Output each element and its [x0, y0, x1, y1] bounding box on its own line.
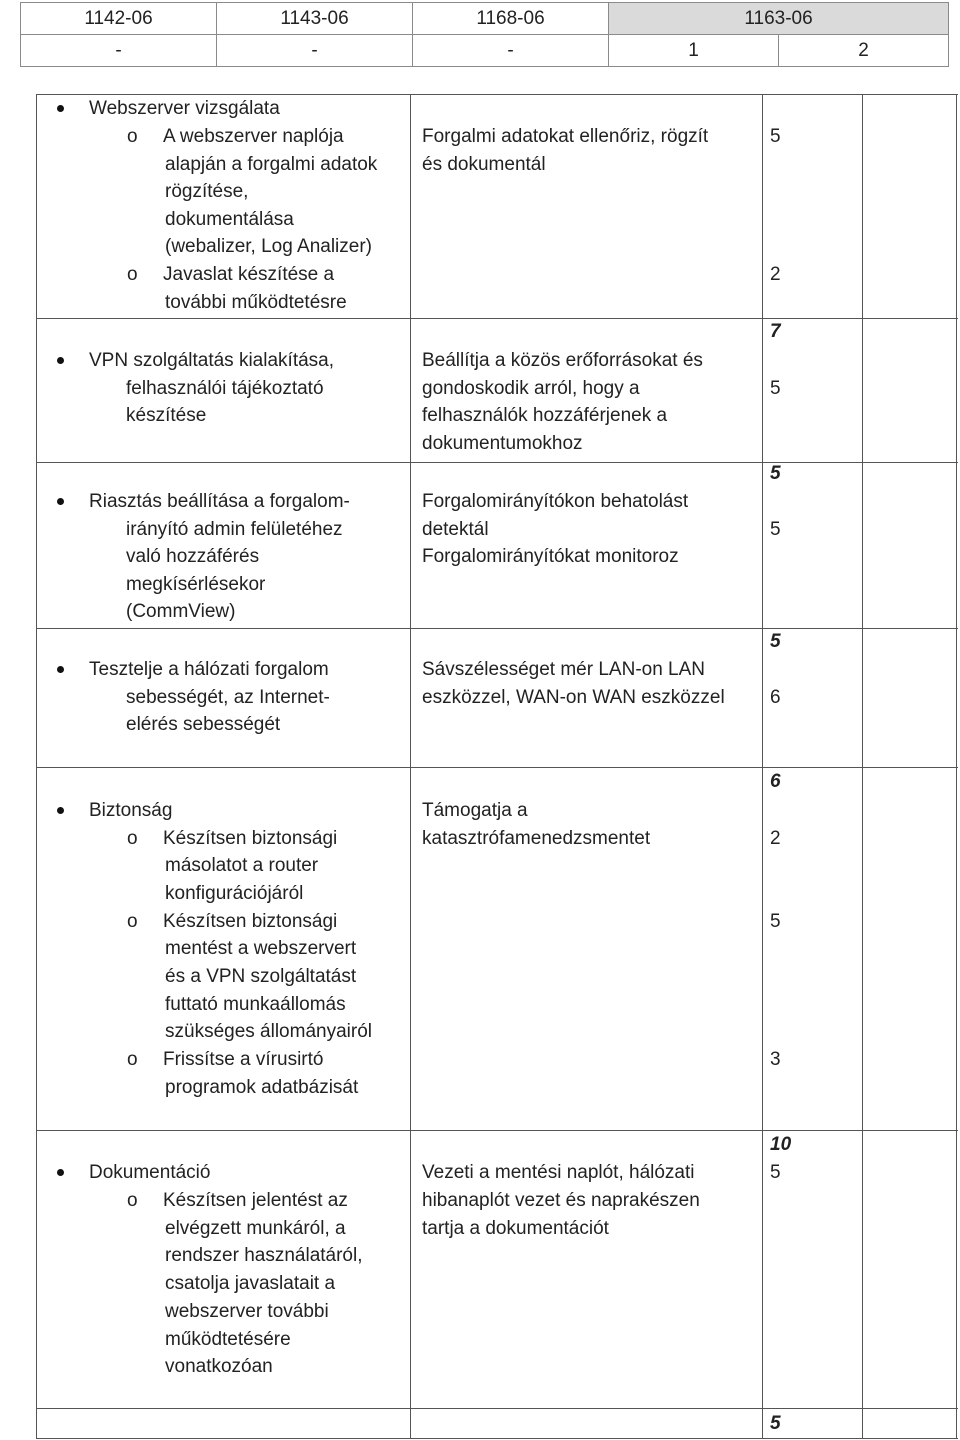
header-code-1168: 1168-06: [413, 3, 609, 35]
sub-item-line: elvégzett munkáról, a: [165, 1218, 346, 1239]
bullet-icon: [57, 357, 64, 364]
bullet-icon: [57, 1169, 64, 1176]
competency-line: Vezeti a mentési naplót, hálózati: [422, 1162, 695, 1183]
sub-item-line: Készítsen jelentést az: [163, 1190, 348, 1211]
bullet-label: felhasználói tájékoztató: [126, 378, 324, 399]
score-value: 5: [770, 378, 781, 399]
bullet-label: irányító admin felületéhez: [126, 519, 343, 540]
bullet-icon: [57, 666, 64, 673]
competency-line: Beállítja a közös erőforrásokat és: [422, 350, 703, 371]
sub-item-line: vonatkozóan: [165, 1356, 273, 1377]
score-value: 2: [770, 264, 781, 285]
score-value: 5: [770, 519, 781, 540]
bullet-label: Riasztás beállítása a forgalom-: [89, 491, 350, 512]
sub-item-line: webszerver további: [165, 1301, 329, 1322]
section-total: 5: [770, 631, 781, 652]
bullet-label: készítése: [126, 405, 207, 426]
bullet-label: sebességét, az Internet-: [126, 687, 330, 708]
competency-line: Sávszélességet mér LAN-on LAN: [422, 659, 706, 680]
competency-line: hibanaplót vezet és naprakészen: [422, 1190, 700, 1211]
sub-item-line: csatolja javaslatait a: [165, 1273, 336, 1294]
section-total: 10: [770, 1134, 792, 1155]
competency-line: felhasználók hozzáférjenek a: [422, 405, 668, 426]
sub-item-line: A webszerver naplója: [163, 126, 344, 147]
competency-line: gondoskodik arról, hogy a: [422, 378, 640, 399]
header-table: [20, 2, 949, 67]
bullet-label: való hozzáférés: [126, 546, 260, 567]
competency-line: katasztrófamenedzsmentet: [422, 828, 651, 849]
sub-item-line: másolatot a router: [165, 855, 319, 876]
sub-item-line: mentést a webszervert: [165, 938, 357, 959]
score-value: 6: [770, 687, 781, 708]
header-dash-2: -: [217, 35, 413, 67]
sub-item-line: szükséges állományairól: [165, 1021, 372, 1042]
bullet-label: Tesztelje a hálózati forgalom: [89, 659, 329, 680]
score-value: 5: [770, 911, 781, 932]
sub-item-line: Készítsen biztonsági: [163, 911, 338, 932]
sub-marker: o: [127, 126, 138, 147]
bullet-label: elérés sebességét: [126, 714, 281, 735]
footer-total: 5: [770, 1413, 781, 1434]
sub-marker: o: [127, 1049, 138, 1070]
competency-line: Támogatja a: [422, 800, 528, 821]
bullet-label: (CommView): [126, 601, 236, 622]
sub-item-line: rendszer használatáról,: [165, 1245, 363, 1266]
sub-item-line: rögzítése,: [165, 181, 249, 202]
sub-marker: o: [127, 1190, 138, 1211]
bullet-label: Dokumentáció: [89, 1162, 211, 1183]
sub-item-line: Javaslat készítése a: [163, 264, 335, 285]
competency-line: és dokumentál: [422, 154, 546, 175]
bullet-label: Webszerver vizsgálata: [89, 98, 280, 119]
header-dash-1: -: [21, 35, 217, 67]
section-total: 6: [770, 771, 781, 792]
bullet-label: megkísérlésekor: [126, 574, 266, 595]
bullet-icon: [57, 807, 64, 814]
sub-item-line: konfigurációjáról: [165, 883, 304, 904]
bullet-label: Biztonság: [89, 800, 173, 821]
score-value: 2: [770, 828, 781, 849]
sub-item-line: alapján a forgalmi adatok: [165, 154, 378, 175]
competency-line: Forgalmi adatokat ellenőriz, rögzít: [422, 126, 709, 147]
header-code-1143: 1143-06: [217, 3, 413, 35]
sub-item-line: és a VPN szolgáltatást: [165, 966, 357, 987]
sub-item-line: futtató munkaállomás: [165, 994, 346, 1015]
sub-marker: o: [127, 828, 138, 849]
header-dash-3: -: [413, 35, 609, 67]
bullet-icon: [57, 498, 64, 505]
section-total: 7: [770, 321, 781, 342]
sub-item-line: programok adatbázisát: [165, 1077, 359, 1098]
sub-item-line: működtetésére: [165, 1329, 291, 1350]
score-value: 5: [770, 126, 781, 147]
sub-item-line: Frissítse a vírusirtó: [163, 1049, 324, 1070]
header-col-2: 2: [779, 35, 949, 67]
bullet-icon: [57, 105, 64, 112]
header-code-1142: 1142-06: [21, 3, 217, 35]
competency-line: detektál: [422, 519, 489, 540]
score-value: 5: [770, 1162, 781, 1183]
header-code-1163: 1163-06: [609, 3, 949, 35]
section-total: 5: [770, 463, 781, 484]
competency-line: eszközzel, WAN-on WAN eszközzel: [422, 687, 725, 708]
header-col-1: 1: [609, 35, 779, 67]
sub-item-line: (webalizer, Log Analizer): [165, 236, 372, 257]
score-value: 3: [770, 1049, 781, 1070]
sub-item-line: dokumentálása: [165, 209, 294, 230]
sub-marker: o: [127, 264, 138, 285]
sub-item-line: Készítsen biztonsági: [163, 828, 338, 849]
sub-marker: o: [127, 911, 138, 932]
competency-line: tartja a dokumentációt: [422, 1218, 609, 1239]
competency-line: Forgalomirányítókat monitoroz: [422, 546, 679, 567]
competency-line: Forgalomirányítókon behatolást: [422, 491, 689, 512]
competency-line: dokumentumokhoz: [422, 433, 583, 454]
sub-item-line: további működtetésre: [165, 292, 347, 313]
bullet-label: VPN szolgáltatás kialakítása,: [89, 350, 335, 371]
